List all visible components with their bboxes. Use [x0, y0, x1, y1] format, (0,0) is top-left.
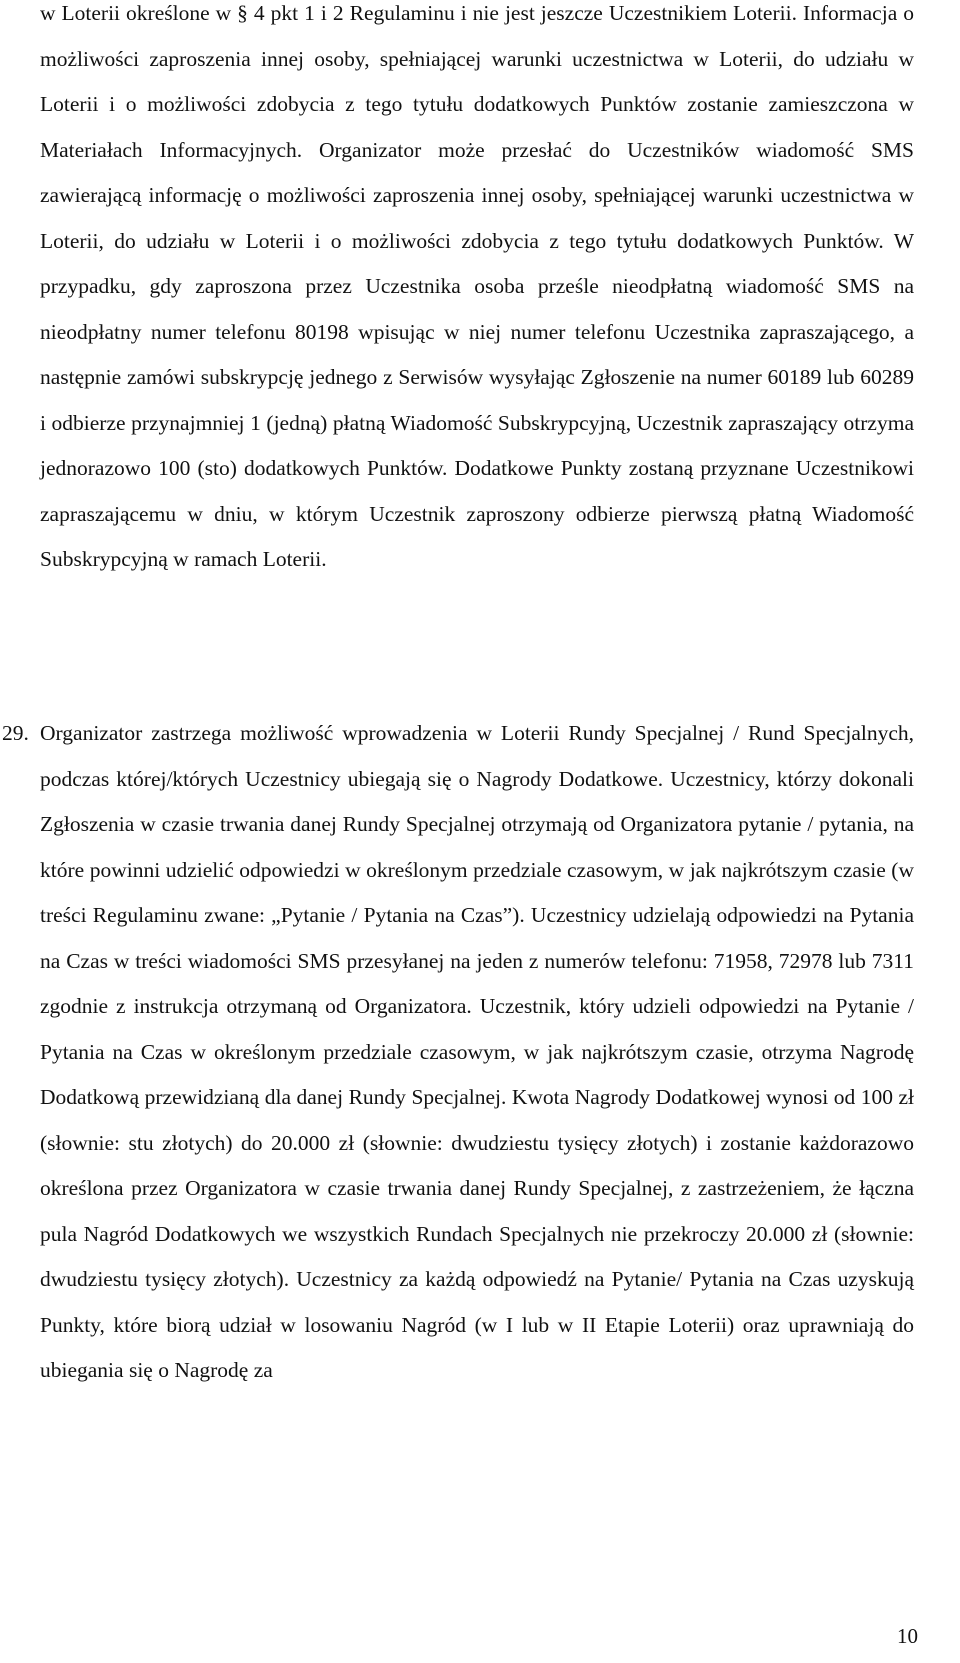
paragraph-continuation: w Loterii określone w § 4 pkt 1 i 2 Regulaminu i nie jest jeszcze Uczestnikiem Loterii. Informacja o możliwości zaproszenia innej osoby, spełniającej warunki uczestnictwa w Loterii, do udziału w Loterii i o możliwości zdobycia z tego tytułu dodatkowych Punktów zostanie zamieszczona w Materiałach Informacyjnych. Organizator może przesłać do Uczestników wiadomość SMS zawierającą informację o możliwości zaproszenia innej osoby, spełniającej warunki uczestnictwa w Loterii, do udziału w Loterii i o możliwości zdobycia z tego tytułu dodatkowych Punktów. W przypadku, gdy zaproszona przez Uczestnika osoba prześle nieodpłatną wiadomość SMS na nieodpłatny numer telefonu 80198 wpisując w niej numer telefonu Uczestnika zapraszającego, a następnie zamówi subskrypcję jednego z Serwisów wysyłając Zgłoszenie na numer 60189 lub 60289 i odbierze przynajmniej 1 (jedną) płatną Wiadomość Subskrypcyjną, Uczestnik zapraszający otrzyma jednorazowo 100 (sto) dodatkowych Punktów. Dodatkowe Punkty zostaną przyznane Uczestnikowi zapraszającemu w dniu, w którym Uczestnik zaproszony odbierze pierwszą płatną Wiadomość Subskrypcyjną w ramach Loterii.: [40, 1, 914, 571]
page-number: 10: [897, 1624, 918, 1648]
list-item-number: 29.: [2, 721, 29, 745]
list-item-text: Organizator zastrzega możliwość wprowadzenia w Loterii Rundy Specjalnej / Rund Specjalnych, podczas której/których Uczestnicy ubiegają się o Nagrody Dodatkowe. Uczestnicy, którzy dokonali Zgłoszenia w czasie trwania danej Rundy Specjalnej otrzymają od Organizatora pytanie / pytania, na które powinni udzielić odpowiedzi w określonym przedziale czasowym, w jak najkrótszym czasie (w treści Regulaminu zwane: „Pytanie / Pytania na Czas”). Uczestnicy udzielają odpowiedzi na Pytania na Czas w treści wiadomości SMS przesyłanej na jeden z numerów telefonu: 71958, 72978 lub 7311 zgodnie z instrukcja otrzymaną od Organizatora. Uczestnik, który udzieli odpowiedzi na Pytanie / Pytania na Czas w określonym przedziale czasowym, w jak najkrótszym czasie, otrzyma Nagrodę Dodatkową przewidzianą dla danej Rundy Specjalnej. Kwota Nagrody Dodatkowej wynosi od 100 zł (słownie: stu złotych) do 20.000 zł (słownie: dwudziestu tysięcy złotych) i zostanie każdorazowo określona przez Organizatora w czasie trwania danej Rundy Specjalnej, z zastrzeżeniem, że łączna pula Nagród Dodatkowych we wszystkich Rundach Specjalnych nie przekroczy 20.000 zł (słownie: dwudziestu tysięcy złotych). Uczestnicy za każdą odpowiedź na Pytanie/ Pytania na Czas uzyskują Punkty, które biorą udział w losowaniu Nagród (w I lub w II Etapie Loterii) oraz uprawniają do ubiegania się o Nagrodę za: [40, 721, 914, 1382]
list-item-29: [2, 711, 914, 1394]
